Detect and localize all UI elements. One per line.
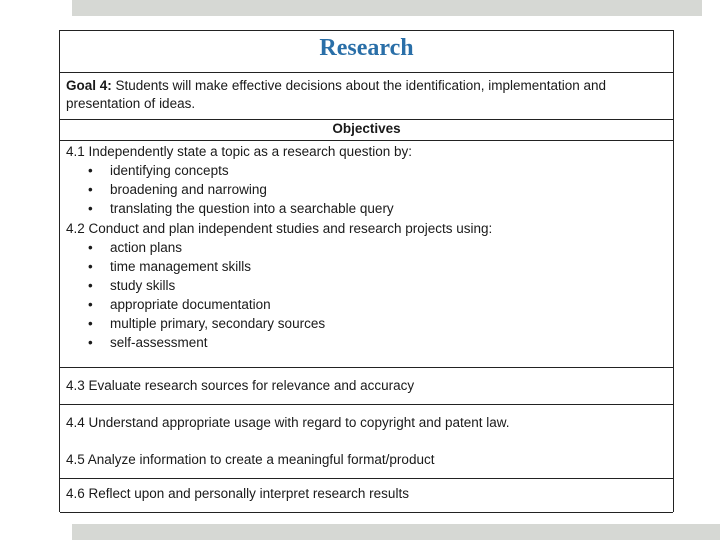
list-item xyxy=(88,238,667,257)
objective-4-3 xyxy=(60,368,673,405)
list-item-text: broadening and narrowing xyxy=(110,182,267,197)
objective-4-1-text: 4.1 Independently state a topic as a research question by: xyxy=(66,144,412,159)
list-item xyxy=(88,314,667,333)
bullet-icon: • xyxy=(88,316,93,331)
list-item xyxy=(88,199,667,218)
list-item xyxy=(88,257,667,276)
list-item-text: appropriate documentation xyxy=(110,297,271,312)
top-decor-bar xyxy=(72,0,702,16)
goal-label: Goal 4: xyxy=(66,78,112,93)
list-item-text: translating the question into a searchable query xyxy=(110,201,394,216)
objective-4-1 xyxy=(60,141,673,218)
bottom-decor-bar xyxy=(72,524,720,540)
objective-4-5-text: 4.5 Analyze information to create a meaningful format/product xyxy=(66,452,435,467)
objective-4-6 xyxy=(60,479,673,513)
list-item xyxy=(88,161,667,180)
objective-4-1-list xyxy=(66,161,667,218)
list-item-text: study skills xyxy=(110,278,176,293)
bullet-icon: • xyxy=(88,182,93,197)
list-item-text: self-assessment xyxy=(110,335,208,350)
objective-4-2-list xyxy=(66,238,667,352)
research-document xyxy=(59,30,674,512)
objectives-header: Objectives xyxy=(60,120,673,141)
goal-text: Students will make effective decisions about the identification, implementation and presentation of ideas. xyxy=(66,78,607,111)
list-item xyxy=(88,180,667,199)
list-item xyxy=(88,333,667,352)
bullet-icon: • xyxy=(88,297,93,312)
list-item-text: action plans xyxy=(110,240,183,255)
list-item-text: multiple primary, secondary sources xyxy=(110,316,326,331)
objective-4-4-text: 4.4 Understand appropriate usage with regard to copyright and patent law. xyxy=(66,415,510,430)
bullet-icon: • xyxy=(88,201,93,216)
objective-4-2-text: 4.2 Conduct and plan independent studies and research projects using: xyxy=(66,221,493,236)
objective-4-6-text: 4.6 Reflect upon and personally interpret research results xyxy=(66,486,409,501)
bullet-icon: • xyxy=(88,259,93,274)
list-item xyxy=(88,276,667,295)
objective-4-3-text: 4.3 Evaluate research sources for relevance and accuracy xyxy=(66,378,415,393)
list-item-text: time management skills xyxy=(110,259,252,274)
list-item-text: identifying concepts xyxy=(110,163,229,178)
objective-4-4-4-5 xyxy=(60,405,673,479)
page-title: Research xyxy=(60,31,673,73)
bullet-icon: • xyxy=(88,278,93,293)
bullet-icon: • xyxy=(88,335,93,350)
bullet-icon: • xyxy=(88,240,93,255)
objective-4-2 xyxy=(60,218,673,368)
list-item xyxy=(88,295,667,314)
goal-row xyxy=(60,73,673,120)
bullet-icon: • xyxy=(88,163,93,178)
